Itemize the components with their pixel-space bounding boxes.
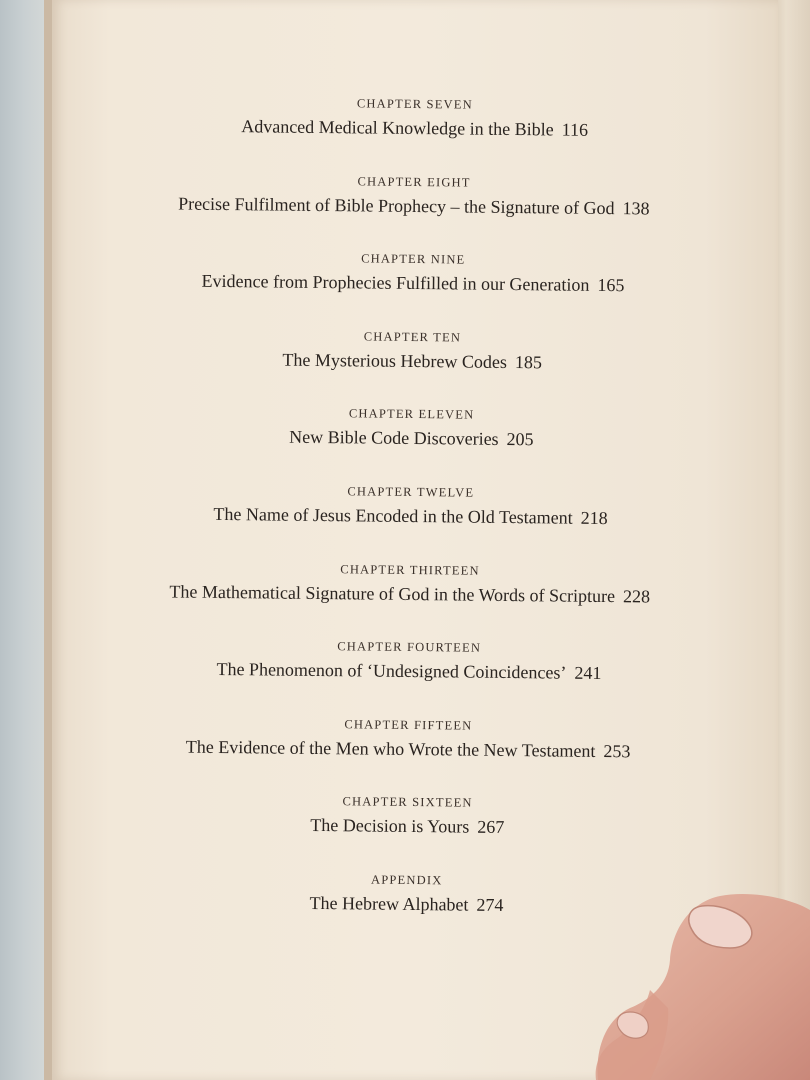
chapter-label: APPENDIX: [370, 872, 443, 888]
chapter-title-line: [47, 577, 773, 611]
chapter-title-line: [44, 810, 770, 844]
toc-entry-chapter-thirteen: [46, 557, 773, 642]
chapter-label: CHAPTER ELEVEN: [348, 406, 475, 423]
page-number: 218: [580, 507, 608, 529]
page-number: 138: [622, 197, 650, 219]
toc-entry-chapter-fifteen: [45, 712, 772, 797]
toc-entry-chapter-seven: [51, 91, 778, 176]
toc-entry-chapter-sixteen: [44, 790, 771, 875]
chapter-title: The Decision is Yours: [310, 815, 470, 837]
page-number: 228: [622, 585, 651, 607]
toc-entry-chapter-nine: [50, 246, 777, 331]
chapter-label: CHAPTER THIRTEEN: [340, 561, 480, 578]
table-of-contents: [43, 91, 778, 952]
chapter-label: CHAPTER SIXTEEN: [342, 794, 473, 810]
page-number: 205: [506, 429, 534, 450]
toc-entry-chapter-eleven: [48, 402, 775, 487]
page-number: 116: [561, 119, 589, 140]
chapter-title: New Bible Code Discoveries: [289, 427, 499, 450]
page-number: 253: [603, 740, 631, 762]
chapter-title-line: [46, 654, 772, 688]
chapter-label: CHAPTER SEVEN: [356, 96, 473, 112]
chapter-label: CHAPTER FOURTEEN: [337, 639, 482, 655]
chapter-title-line: [50, 266, 776, 300]
chapter-title: Evidence from Prophecies Fulfilled in our Generation: [201, 270, 590, 296]
chapter-title: The Mysterious Hebrew Codes: [282, 349, 508, 372]
chapter-title-line: [51, 189, 777, 223]
chapter-title: The Mathematical Signature of God in the Words of Scripture: [169, 581, 616, 606]
chapter-title: Precise Fulfilment of Bible Prophecy – the Signature of God: [178, 193, 615, 218]
chapter-title-line: [45, 732, 771, 766]
toc-entry-chapter-eight: [50, 169, 777, 254]
chapter-title-line: [49, 344, 775, 378]
chapter-title: Advanced Medical Knowledge in the Bible: [241, 116, 554, 140]
chapter-title: The Phenomenon of ‘Undesigned Coincidences’: [216, 659, 567, 683]
page-number: 274: [476, 894, 504, 915]
chapter-label: CHAPTER TEN: [363, 329, 462, 345]
chapter-title: The Hebrew Alphabet: [309, 892, 469, 915]
toc-entry-chapter-twelve: [47, 479, 774, 564]
page-number: 185: [514, 351, 543, 373]
toc-entry-chapter-fourteen: [46, 634, 773, 719]
chapter-label: CHAPTER EIGHT: [357, 173, 471, 190]
toc-entry-chapter-ten: [49, 324, 776, 409]
thumb: [590, 890, 810, 1080]
chapter-title-line: [47, 499, 773, 533]
page-number: 267: [477, 817, 505, 838]
chapter-label: CHAPTER TWELVE: [347, 484, 475, 500]
chapter-label: CHAPTER NINE: [361, 251, 466, 267]
chapter-title: The Evidence of the Men who Wrote the New Testament: [185, 736, 596, 761]
chapter-label: CHAPTER FIFTEEN: [344, 717, 473, 733]
page-number: 165: [597, 275, 625, 296]
chapter-title-line: [52, 111, 778, 145]
chapter-title: The Name of Jesus Encoded in the Old Testament: [213, 503, 573, 528]
chapter-title-line: [48, 422, 774, 456]
page-number: 241: [574, 662, 602, 684]
